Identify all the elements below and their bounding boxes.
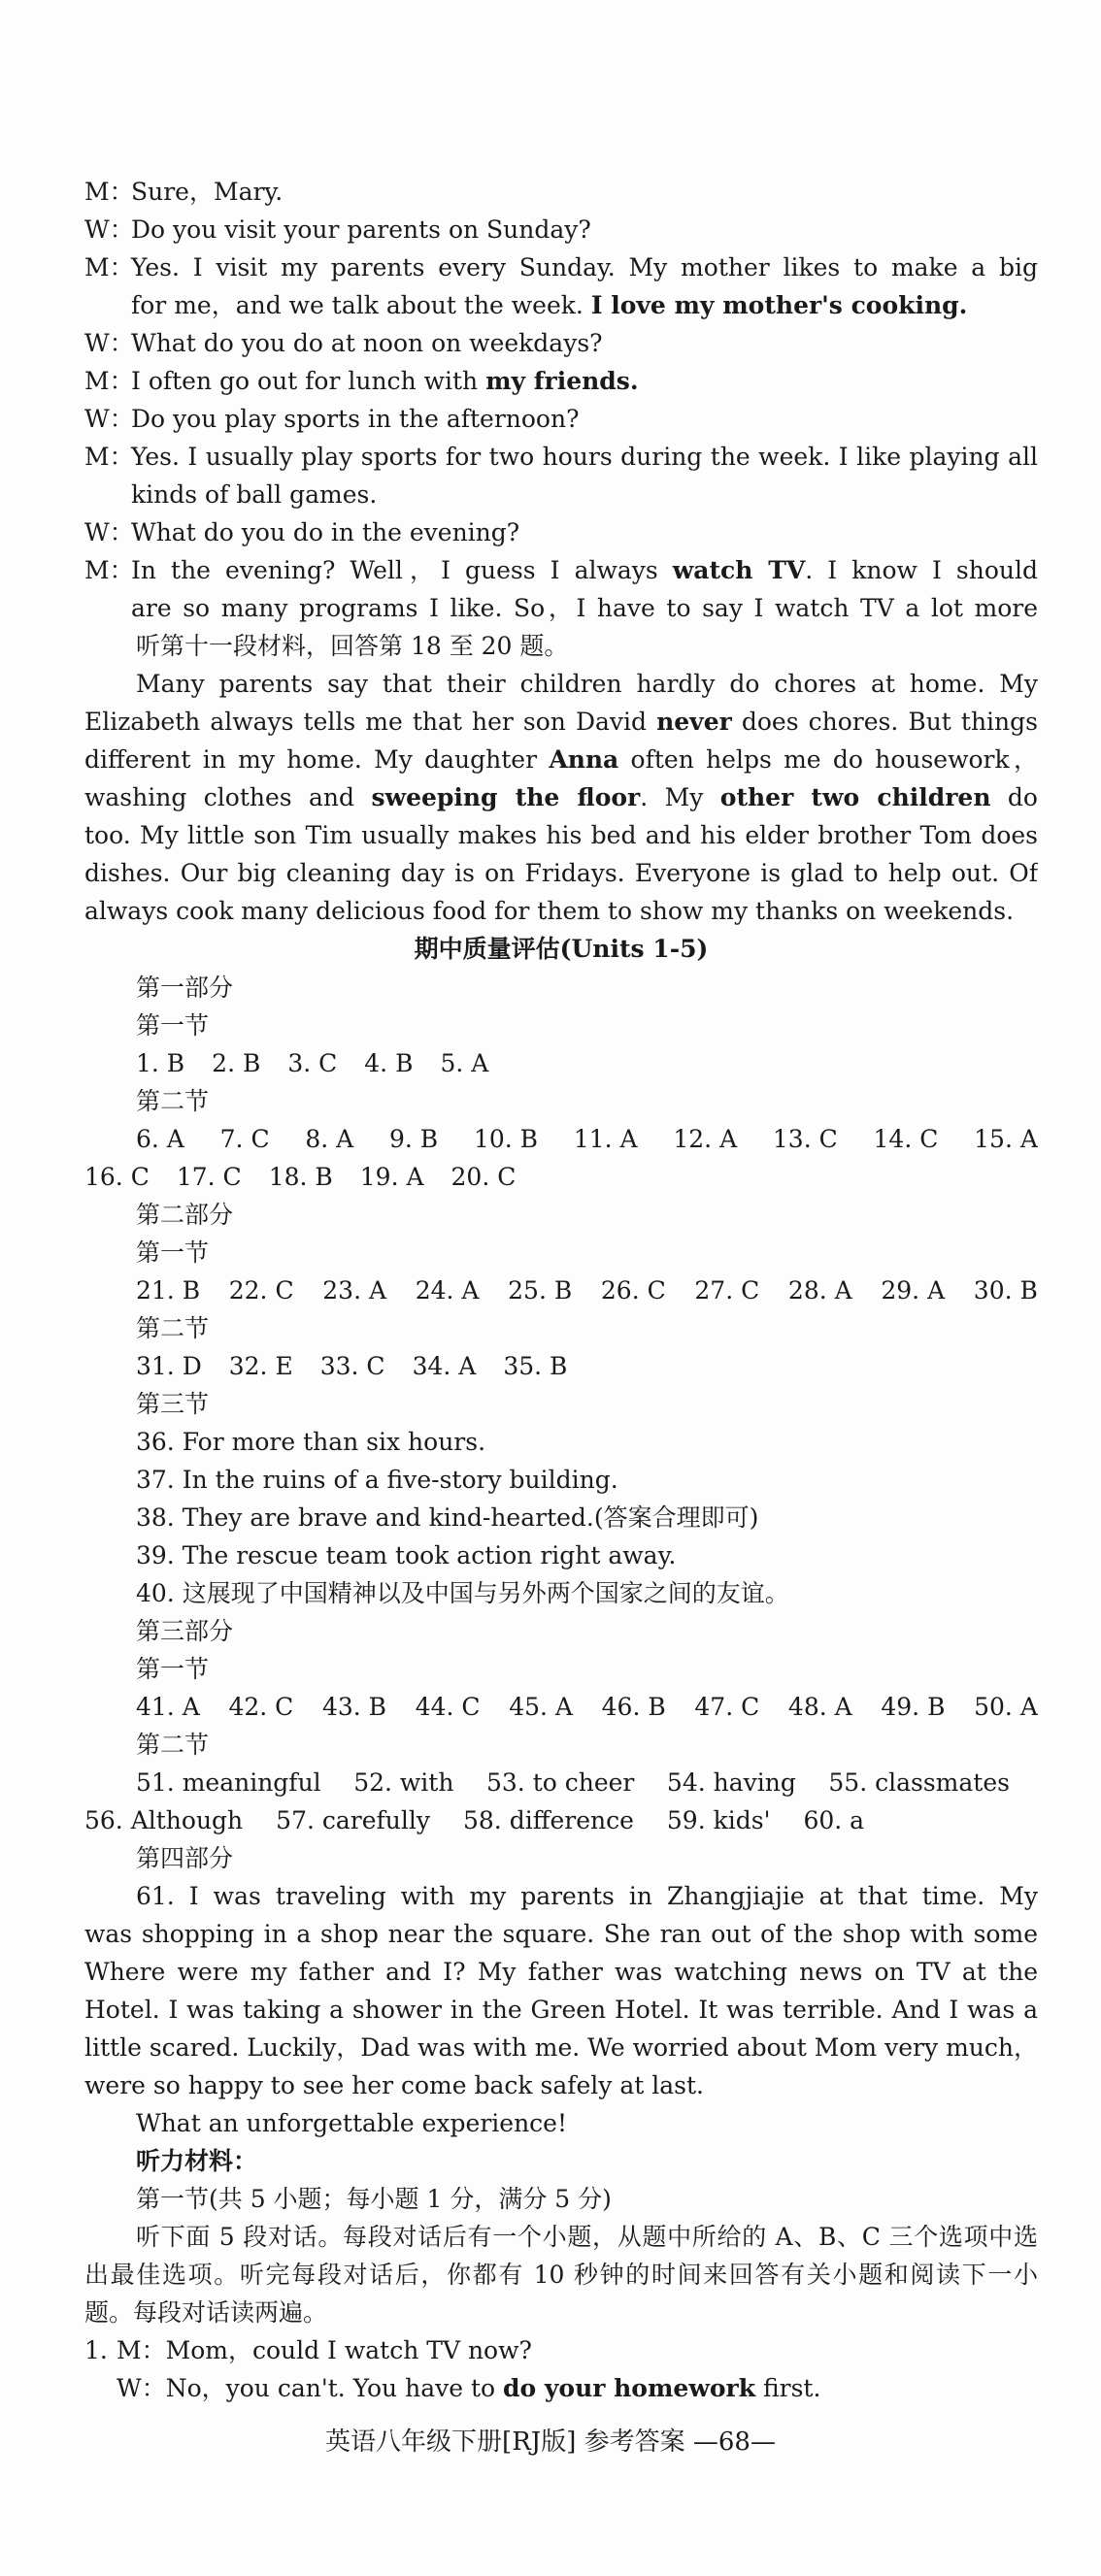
dialogue-line: W：What do you do at noon on weekdays? — [84, 329, 603, 357]
answer-line: 36. For more than six hours. — [136, 1428, 486, 1456]
answer-line: 38. They are brave and kind-hearted.(答案合理即可) — [136, 1503, 759, 1532]
dialogue-line: M：Mom，could I watch TV now? — [117, 2336, 532, 2364]
essay-line: was shopping in a shop near the square. She ran out of the shop with some — [84, 1920, 1038, 1948]
answer-row: 1. B 2. B 3. C 4. B 5. A — [136, 1049, 489, 1077]
dialogue-line: W：Do you play sports in the afternoon? — [84, 405, 580, 433]
section-heading: 第一节(共 5 小题；每小题 1 分，满分 5 分) — [136, 2185, 612, 2213]
dialogue-line: W：Do you visit your parents on Sunday? — [84, 215, 591, 244]
passage-line: dishes. Our big cleaning day is on Fridays. Everyone is glad to help out. Of — [84, 859, 1038, 887]
listening-title: 听力材料： — [136, 2147, 258, 2175]
passage-line: Elizabeth always tells me that her son David never does chores. But things — [84, 708, 1038, 736]
passage-line: washing clothes and sweeping the floor. My other two children do — [84, 783, 1038, 811]
section-heading: 第一节 — [136, 1655, 210, 1683]
page-footer: 英语八年级下册[RJ版] 参考答案 —68— — [325, 2427, 776, 2457]
passage-line: different in my home. My daughter Anna often helps me do housework， — [84, 745, 1038, 774]
section-heading: 第二节 — [136, 1314, 210, 1342]
section-heading: 听第十一段材料，回答第 18 至 20 题。 — [136, 632, 569, 660]
passage-line: too. My little son Tim usually makes his bed and his elder brother Tom does — [84, 821, 1038, 849]
question-number: 1. — [84, 2336, 108, 2364]
instruction-line: 出最佳选项。听完每段对话后，你都有 10 秒钟的时间来回答有关小题和阅读下一小 — [84, 2261, 1038, 2289]
dialogue-line: are so many programs I like. So，I have to say I watch TV a lot more — [131, 594, 1038, 622]
dialogue-line: M：Yes. I visit my parents every Sunday. My mother likes to make a big — [84, 253, 1038, 281]
section-heading: 第三节 — [136, 1390, 210, 1418]
part-heading: 第一部分 — [136, 974, 234, 1002]
section-heading: 第一节 — [136, 1238, 210, 1267]
answer-row: 6. A 7. C 8. A 9. B 10. B 11. A 12. A 13. C 14. C 15. A — [136, 1125, 1038, 1153]
instruction-line: 听下面 5 段对话。每段对话后有一个小题，从题中所给的 A、B、C 三个选项中选 — [136, 2223, 1038, 2251]
answer-row: 51. meaningful 52. with 53. to cheer 54. having 55. classmates — [136, 1768, 1010, 1797]
essay-line: Where were my father and I? My father was watching news on TV at the — [84, 1958, 1038, 1986]
part-heading: 第二部分 — [136, 1201, 234, 1229]
answer-line: 39. The rescue team took action right away. — [136, 1541, 677, 1569]
dialogue-line: M：Sure，Mary. — [84, 178, 284, 206]
dialogue-line: kinds of ball games. — [131, 480, 378, 509]
answer-row: 56. Although 57. carefully 58. difference 59. kids' 60. a — [84, 1806, 865, 1834]
passage-line: always cook many delicious food for them to show my thanks on weekends. — [84, 897, 1015, 925]
essay-line: were so happy to see her come back safely at last. — [84, 2071, 704, 2099]
answer-row: 16. C 17. C 18. B 19. A 20. C — [84, 1163, 517, 1191]
essay-line: little scared. Luckily，Dad was with me. We worried about Mom very much， — [84, 2033, 1038, 2062]
essay-line: 61. I was traveling with my parents in Zhangjiajie at that time. My — [136, 1882, 1038, 1910]
section-heading: 第二节 — [136, 1087, 210, 1115]
dialogue-line: M：Yes. I usually play sports for two hours during the week. I like playing all — [84, 443, 1038, 471]
essay-line: What an unforgettable experience! — [136, 2109, 568, 2137]
exam-title: 期中质量评估(Units 1-5) — [414, 935, 709, 963]
answer-row: 41. A 42. C 43. B 44. C 45. A 46. B 47. C 48. A 49. B 50. A — [136, 1693, 1038, 1721]
answer-row: 21. B 22. C 23. A 24. A 25. B 26. C 27. C 28. A 29. A 30. B — [136, 1276, 1038, 1305]
dialogue-line: M：I often go out for lunch with my friends. — [84, 367, 639, 395]
passage-line: Many parents say that their children hardly do chores at home. My — [136, 670, 1038, 698]
dialogue-line: M：In the evening? Well，I guess I always watch TV. I know I should — [84, 556, 1038, 584]
section-heading: 第二节 — [136, 1731, 210, 1759]
essay-line: Hotel. I was taking a shower in the Green Hotel. It was terrible. And I was a — [84, 1996, 1038, 2024]
part-heading: 第三部分 — [136, 1617, 234, 1645]
dialogue-line: W：No，you can't. You have to do your homework first. — [117, 2374, 821, 2402]
dialogue-line: W：What do you do in the evening? — [84, 518, 520, 546]
part-heading: 第四部分 — [136, 1844, 234, 1872]
answer-row: 31. D 32. E 33. C 34. A 35. B — [136, 1352, 568, 1380]
instruction-line: 题。每段对话读两遍。 — [84, 2298, 328, 2327]
answer-line: 40. 这展现了中国精神以及中国与另外两个国家之间的友谊。 — [136, 1579, 789, 1607]
section-heading: 第一节 — [136, 1011, 210, 1040]
dialogue-line: for me，and we talk about the week. I love my mother's cooking. — [131, 291, 968, 319]
answer-line: 37. In the ruins of a five-story building. — [136, 1466, 618, 1494]
